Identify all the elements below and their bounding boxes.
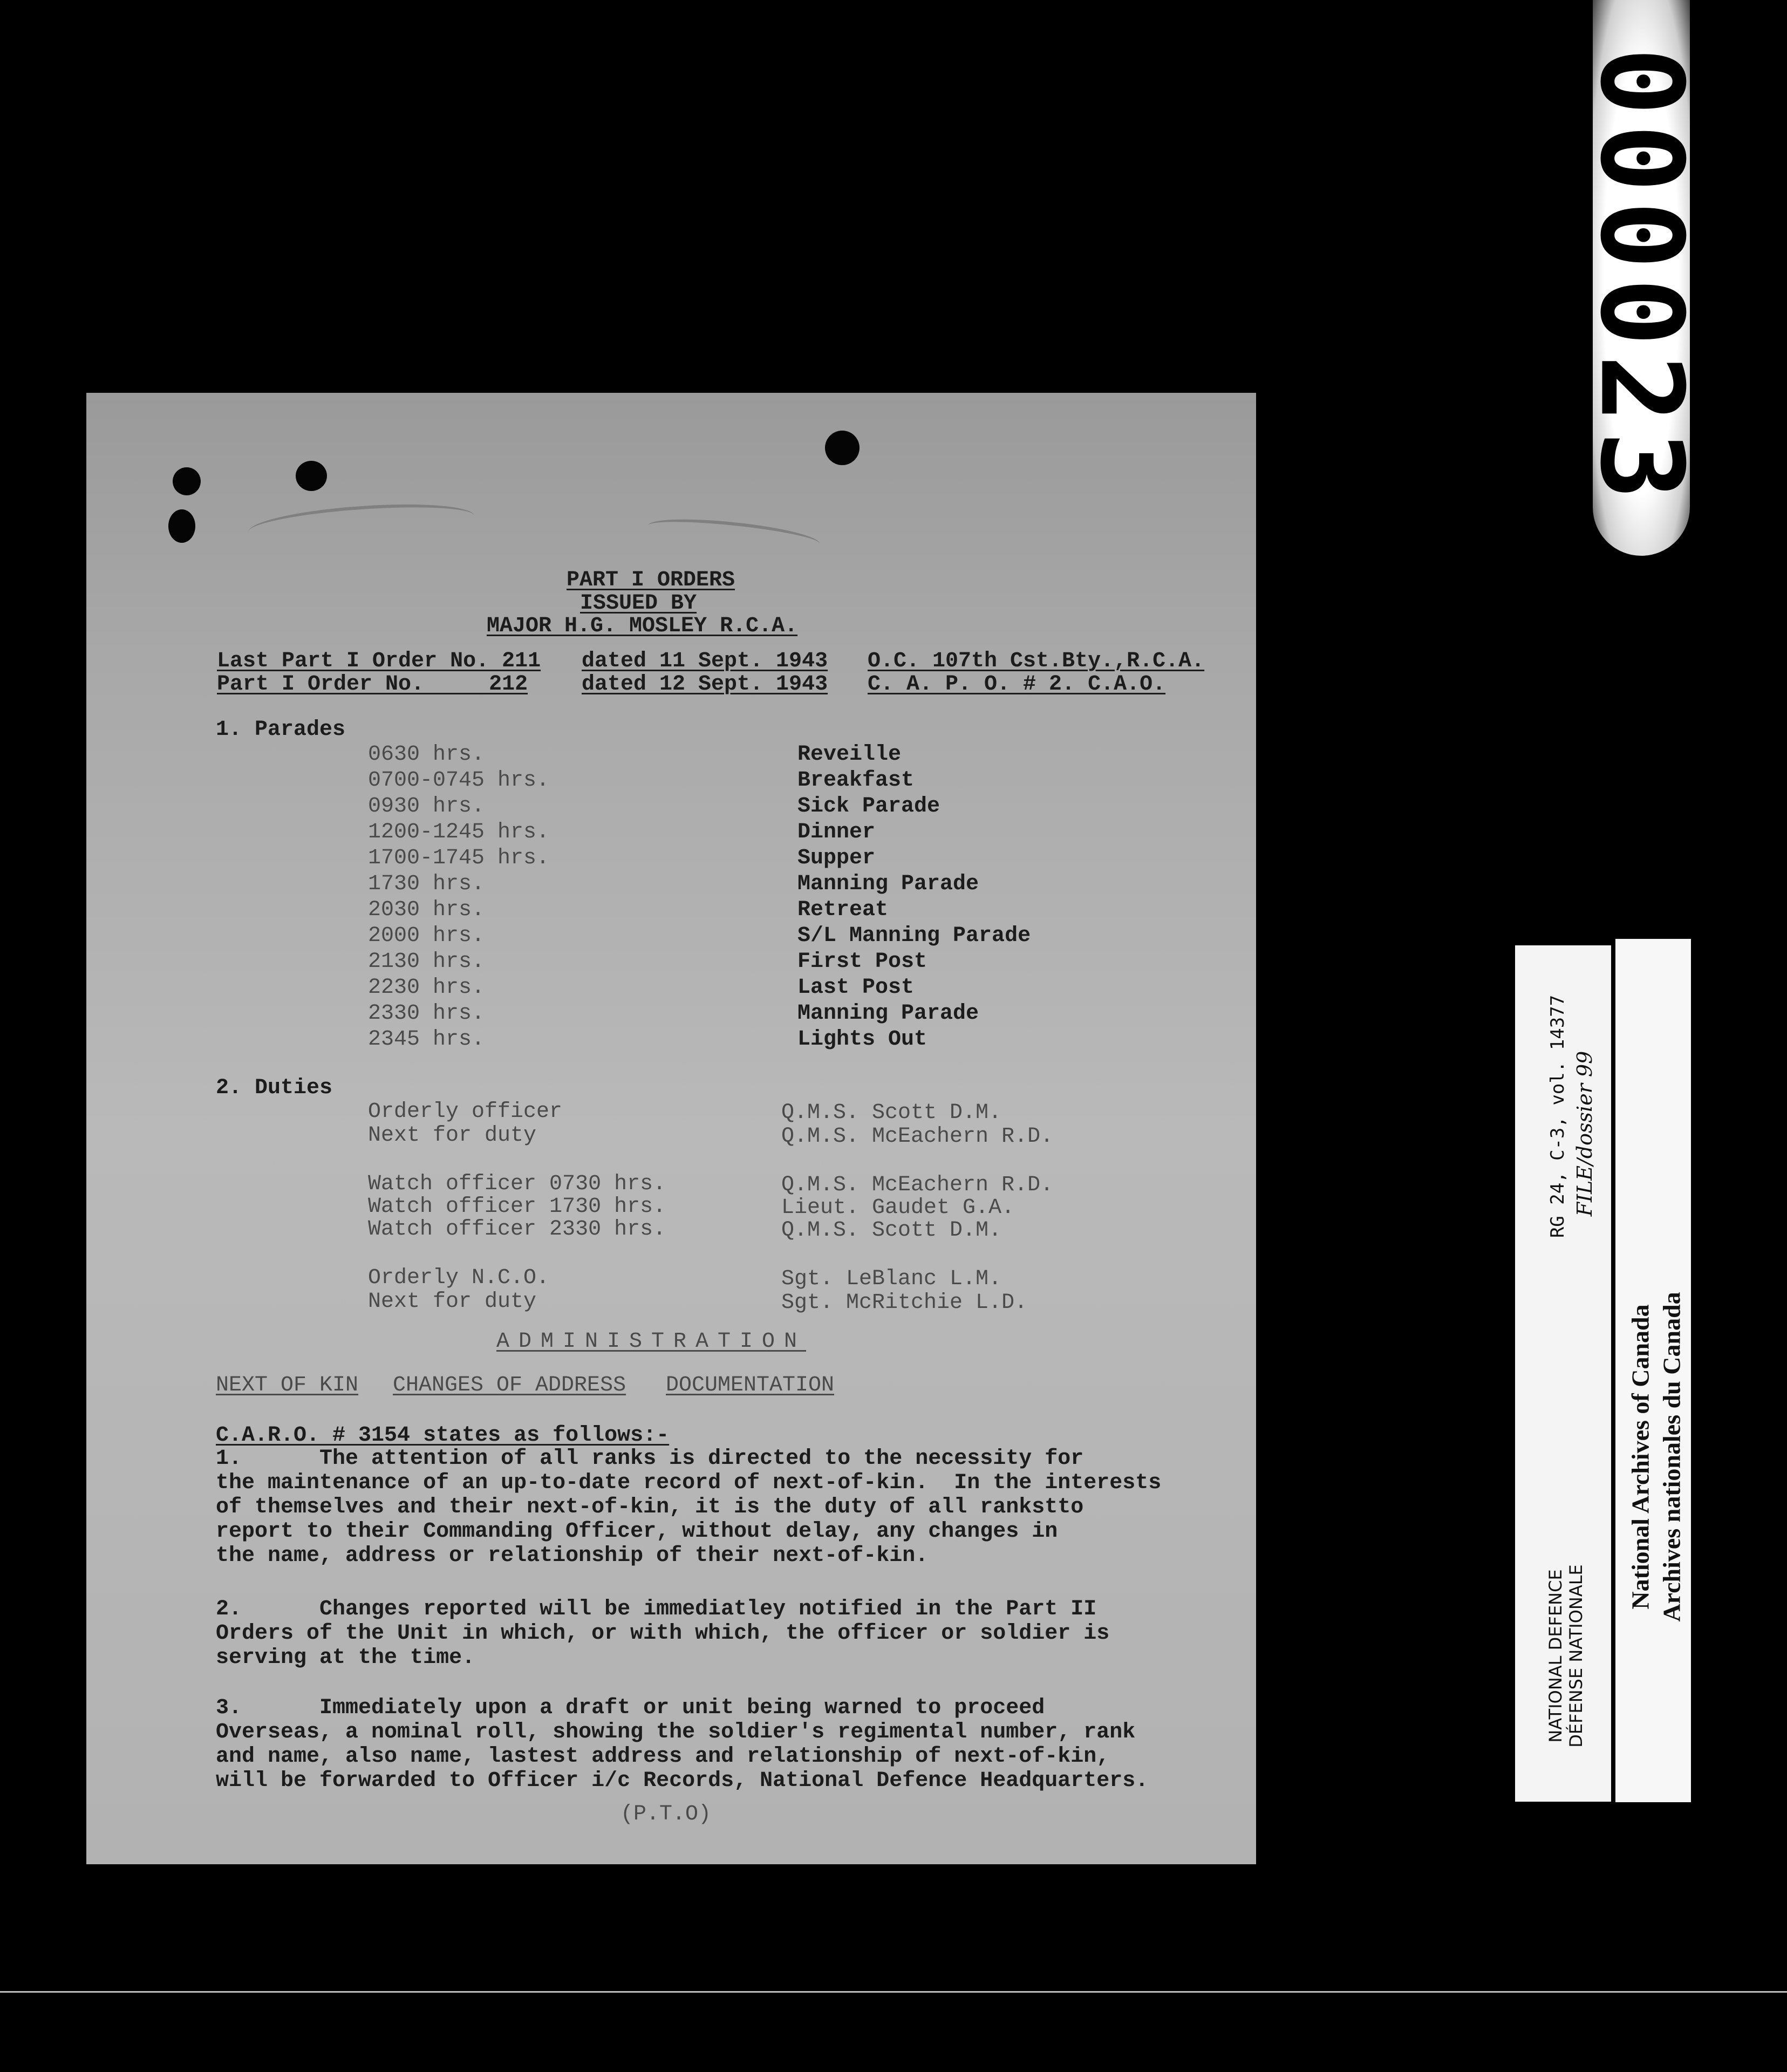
duty-role: Watch officer 1730 hrs.: [368, 1195, 666, 1219]
archive-reference: RG 24, C-3, vol. 14377: [1547, 995, 1568, 1238]
parade-time: 0930 hrs.: [368, 794, 485, 819]
duty-name: Sgt. LeBlanc L.M.: [781, 1267, 1002, 1291]
parade-event: Lights Out: [797, 1027, 927, 1052]
duty-role: Next for duty: [368, 1123, 537, 1148]
paragraph-2: 2. Changes reported will be immediatley notified in the Part II Orders of the Unit in which, or with which, the officer or soldier is serving at the time.: [216, 1597, 1110, 1670]
duty-name: Q.M.S. McEachern R.D.: [781, 1173, 1054, 1197]
duty-role: Watch officer 2330 hrs.: [368, 1217, 666, 1242]
department-fr: DÉFENSE NATIONALE: [1566, 1564, 1586, 1748]
order-heading-line: MAJOR H.G. MOSLEY R.C.A.: [487, 614, 798, 638]
subhead-documentation: DOCUMENTATION: [666, 1373, 835, 1398]
duties-section-title: 2. Duties: [216, 1076, 333, 1100]
postal-designation: C. A. P. O. # 2. C.A.O.: [868, 672, 1166, 697]
duty-role: Orderly N.C.O.: [368, 1266, 550, 1290]
last-order-date: dated 11 Sept. 1943: [582, 649, 828, 673]
duty-role: Orderly officer: [368, 1100, 563, 1124]
subhead-changes-of-address: CHANGES OF ADDRESS: [393, 1373, 626, 1398]
archives-name-en: National Archives of Canada: [1626, 1304, 1654, 1610]
parade-time: 2330 hrs.: [368, 1001, 485, 1026]
parade-time: 2230 hrs.: [368, 976, 485, 1000]
document-page: [86, 393, 1256, 1864]
parade-time: 2030 hrs.: [368, 898, 485, 922]
subhead-next-of-kin: NEXT OF KIN: [216, 1373, 359, 1398]
archive-reference-label: [1515, 945, 1611, 1802]
please-turn-over: (P.T.O): [620, 1802, 712, 1826]
frame-number: 000023: [1575, 47, 1708, 509]
parade-event: Last Post: [797, 976, 915, 1000]
parade-event: Manning Parade: [797, 1001, 979, 1026]
last-order-number: Last Part I Order No. 211: [217, 649, 541, 673]
archives-canada-label: [1611, 939, 1691, 1802]
parade-time: 1700-1745 hrs.: [368, 846, 550, 870]
parade-event: Dinner: [797, 820, 876, 844]
duty-name: Lieut. Gaudet G.A.: [781, 1196, 1015, 1220]
parade-event: Breakfast: [797, 768, 915, 793]
parade-event: Reveille: [797, 742, 902, 767]
frame-number-strip: [1575, 0, 1708, 556]
duty-name: Sgt. McRitchie L.D.: [781, 1291, 1028, 1315]
order-number: Part I Order No. 212: [217, 672, 528, 697]
parade-time: 2345 hrs.: [368, 1027, 485, 1052]
parade-time: 2000 hrs.: [368, 924, 485, 948]
punch-hole: [168, 509, 195, 543]
unit-designation: O.C. 107th Cst.Bty.,R.C.A.: [868, 649, 1205, 673]
punch-hole: [825, 431, 860, 465]
parade-time: 1730 hrs.: [368, 872, 485, 896]
administration-title: ADMINISTRATION: [496, 1330, 807, 1354]
parade-event: Retreat: [797, 898, 889, 922]
order-heading-line: PART I ORDERS: [567, 568, 735, 592]
page-smudge: [247, 498, 476, 549]
parades-section-title: 1. Parades: [216, 718, 346, 742]
duty-role: Next for duty: [368, 1290, 537, 1314]
parade-time: 0630 hrs.: [368, 742, 485, 767]
parade-event: Manning Parade: [797, 872, 979, 896]
parade-event: First Post: [797, 950, 927, 974]
punch-hole: [173, 467, 201, 495]
punch-hole: [296, 461, 327, 491]
duty-name: Q.M.S. Scott D.M.: [781, 1101, 1002, 1125]
order-heading-line: ISSUED BY: [580, 591, 697, 616]
duty-role: Watch officer 0730 hrs.: [368, 1172, 666, 1196]
page-smudge: [646, 513, 821, 556]
caro-reference: C.A.R.O. # 3154 states as follows:-: [216, 1423, 670, 1448]
parade-event: Supper: [797, 846, 876, 870]
archives-name-fr: Archives nationales du Canada: [1658, 1292, 1686, 1622]
duty-name: Q.M.S. Scott D.M.: [781, 1218, 1002, 1243]
parade-event: S/L Manning Parade: [797, 924, 1031, 948]
paragraph-3: 3. Immediately upon a draft or unit being warned to proceed Overseas, a nominal roll, showing the soldier's regimental number, rank and name, also name, lastest address and relationship of next-of-kin, will be forwarded to Officer i/c Records, National Defence Headquarters.: [216, 1696, 1149, 1793]
department-en: NATIONAL DEFENCE: [1545, 1569, 1566, 1743]
parade-time: 1200-1245 hrs.: [368, 820, 550, 844]
parade-time: 2130 hrs.: [368, 950, 485, 974]
duty-name: Q.M.S. McEachern R.D.: [781, 1124, 1054, 1149]
film-edge-line: [0, 1991, 1787, 1993]
parade-event: Sick Parade: [797, 794, 940, 819]
paragraph-1: 1. The attention of all ranks is directed to the necessity for the maintenance of an up-to-date record of next-of-kin. In the interests of themselves and their next-of-kin, it is the duty of all rankstto report to their Commanding Officer, without delay, any changes in the name, address or relationship of their next-of-kin.: [216, 1447, 1162, 1568]
parade-time: 0700-0745 hrs.: [368, 768, 550, 793]
archive-file-dossier: FILE/dossier 99: [1573, 1051, 1597, 1217]
order-date: dated 12 Sept. 1943: [582, 672, 828, 697]
